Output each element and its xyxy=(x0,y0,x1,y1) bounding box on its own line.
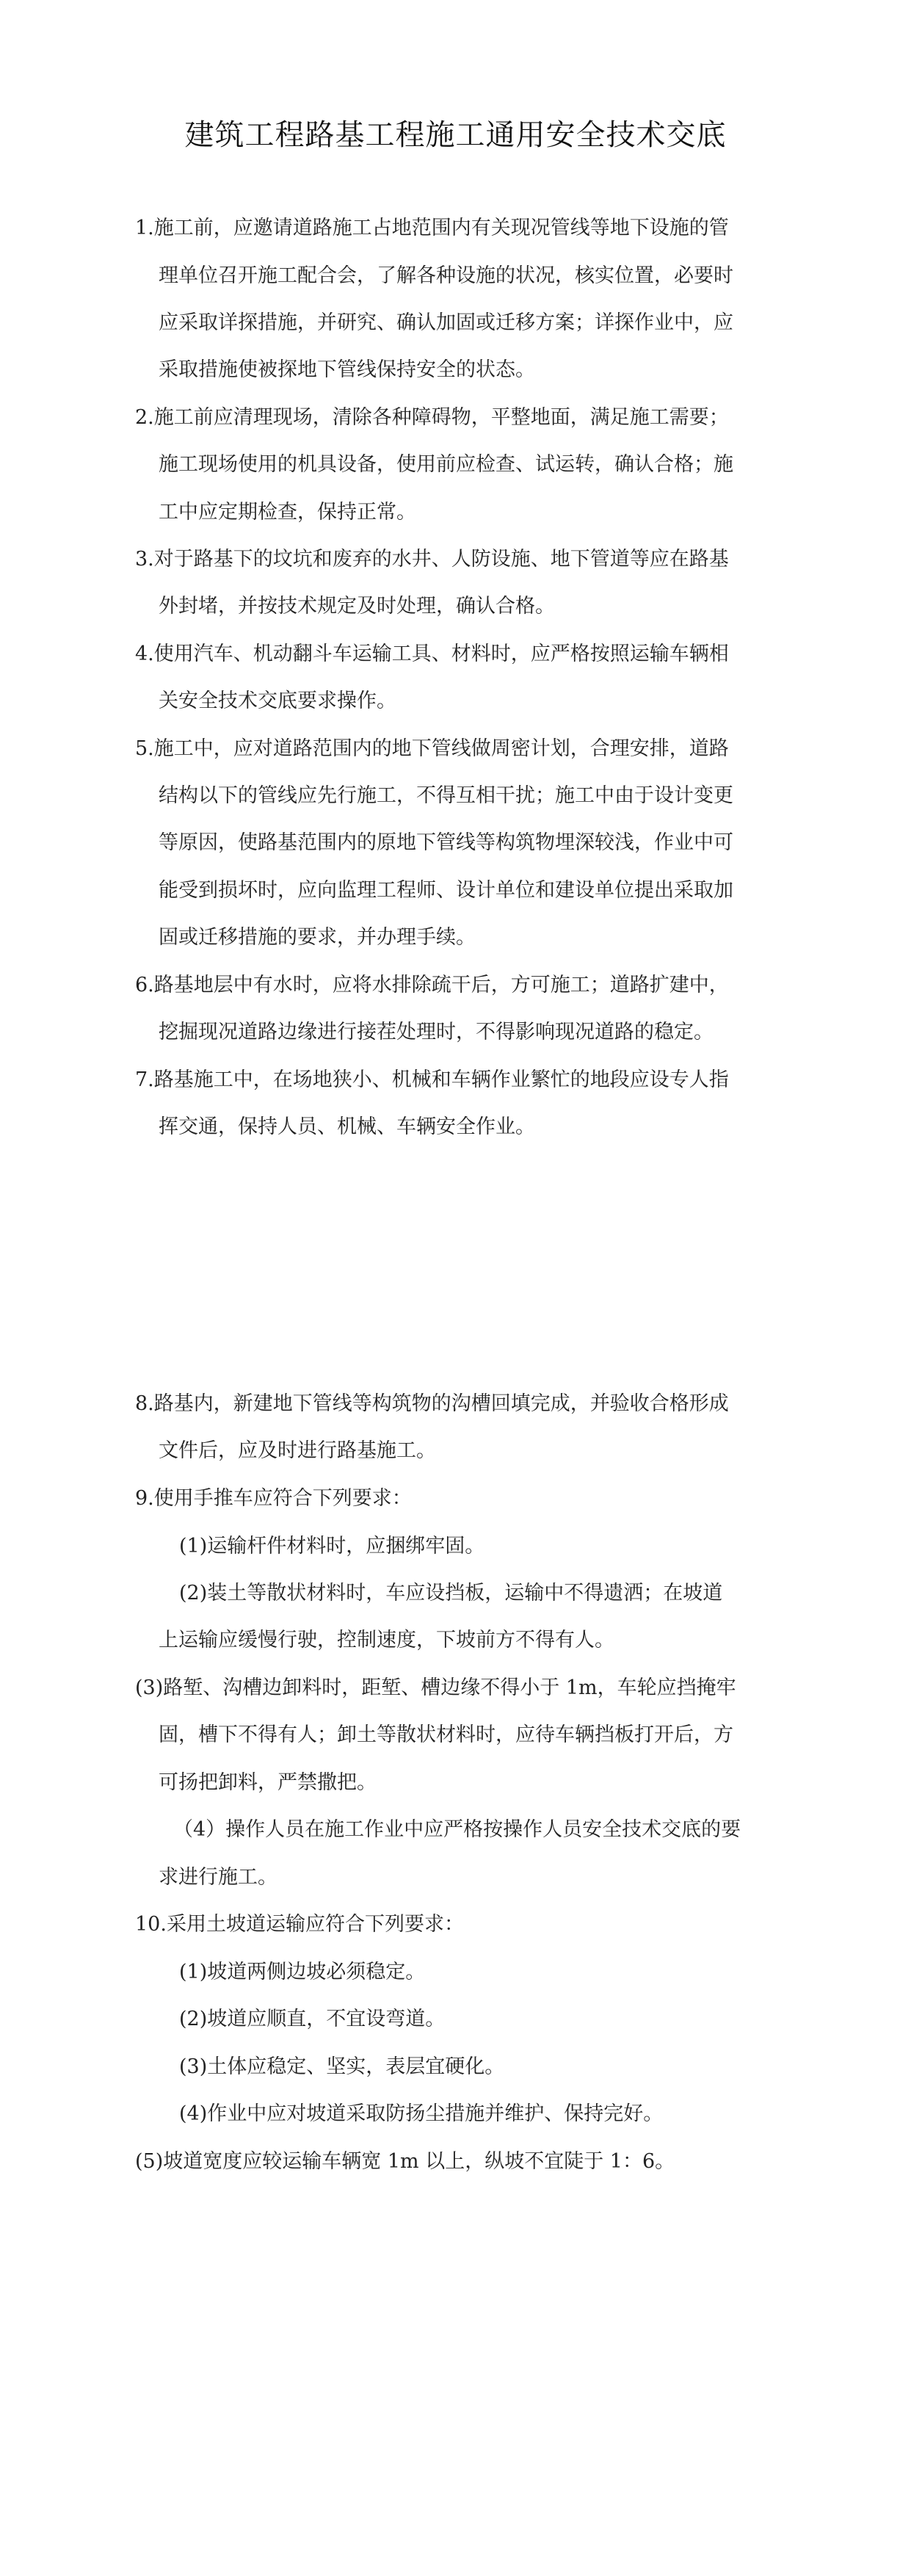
item-1-line-2: 理单位召开施工配合会，了解各种设施的状况，核实位置，必要时 xyxy=(159,264,733,287)
item-10-sub-3: (3)土体应稳定、坚实，表层宜硬化。 xyxy=(179,2055,505,2078)
item-6-line-1: 6.路基地层中有水时，应将水排除疏干后，方可施工；道路扩建中， xyxy=(135,974,729,996)
item-5-line-3: 等原因，使路基范围内的原地下管线等构筑物埋深较浅，作业中可 xyxy=(159,831,733,854)
item-10-sub-2: (2)坡道应顺直，不宜设弯道。 xyxy=(179,2008,446,2030)
item-6-line-2: 挖掘现况道路边缘进行接茬处理时，不得影响现况道路的稳定。 xyxy=(159,1021,714,1043)
item-1-line-3: 应采取详探措施，并研究、确认加固或迁移方案；详探作业中，应 xyxy=(159,311,733,334)
item-9-heading: 9.使用手推车应符合下列要求： xyxy=(135,1487,412,1510)
item-5-line-1: 5.施工中，应对道路范围内的地下管线做周密计划，合理安排，道路 xyxy=(135,737,729,760)
item-2-line-1: 2.施工前应清理现场，清除各种障碍物，平整地面，满足施工需要； xyxy=(135,406,729,429)
item-4-line-1: 4.使用汽车、机动翻斗车运输工具、材料时，应严格按照运输车辆相 xyxy=(135,643,729,665)
item-7-line-2: 挥交通，保持人员、机械、车辆安全作业。 xyxy=(159,1115,535,1138)
item-9-sub-4-line-1: （4）操作人员在施工作业中应严格按操作人员安全技术交底的要 xyxy=(173,1818,741,1841)
item-3-line-2: 外封堵，并按技术规定及时处理，确认合格。 xyxy=(159,595,555,618)
item-7-line-1: 7.路基施工中，在场地狭小、机械和车辆作业繁忙的地段应设专人指 xyxy=(135,1068,729,1091)
item-1-line-1: 1.施工前，应邀请道路施工占地范围内有关现况管线等地下设施的管 xyxy=(135,217,729,239)
item-4-line-2: 关安全技术交底要求操作。 xyxy=(159,690,396,712)
item-8-line-2: 文件后，应及时进行路基施工。 xyxy=(159,1439,436,1462)
item-8-line-1: 8.路基内，新建地下管线等构筑物的沟槽回填完成，并验收合格形成 xyxy=(135,1392,729,1415)
item-2-line-2: 施工现场使用的机具设备，使用前应检查、试运转，确认合格；施 xyxy=(159,453,733,476)
item-9-sub-3-line-2: 固，槽下不得有人；卸土等散状材料时，应待车辆挡板打开后，方 xyxy=(159,1723,733,1746)
item-10-sub-4: (4)作业中应对坡道采取防扬尘措施并维护、保持完好。 xyxy=(179,2102,664,2125)
item-9-sub-2-line-1: (2)装土等散状材料时，车应设挡板，运输中不得遗洒；在坡道 xyxy=(179,1582,723,1604)
item-10-heading: 10.采用土坡道运输应符合下列要求： xyxy=(135,1913,464,1936)
item-5-line-4: 能受到损坏时，应向监理工程师、设计单位和建设单位提出采取加 xyxy=(159,879,733,902)
item-3-line-1: 3.对于路基下的坟坑和废弃的水井、人防设施、地下管道等应在路基 xyxy=(135,548,729,571)
item-10-sub-1: (1)坡道两侧边坡必须稳定。 xyxy=(179,1961,426,1983)
item-1-line-4: 采取措施使被探地下管线保持安全的状态。 xyxy=(159,358,535,381)
item-5-line-5: 固或迁移措施的要求，并办理手续。 xyxy=(159,926,476,949)
page-title: 建筑工程路基工程施工通用安全技术交底 xyxy=(184,118,727,152)
item-9-sub-1: (1)运输杆件材料时，应捆绑牢固。 xyxy=(179,1535,485,1557)
item-9-sub-4-line-2: 求进行施工。 xyxy=(159,1866,277,1889)
item-9-sub-2-line-2: 上运输应缓慢行驶，控制速度，下坡前方不得有人。 xyxy=(159,1629,614,1651)
item-2-line-3: 工中应定期检查，保持正常。 xyxy=(159,501,416,524)
item-9-sub-3-line-1: (3)路堑、沟槽边卸料时，距堑、槽边缘不得小于 1m，车轮应挡掩牢 xyxy=(135,1676,736,1699)
item-10-sub-5: (5)坡道宽度应较运输车辆宽 1m 以上，纵坡不宜陡于 1：6。 xyxy=(135,2150,675,2173)
item-9-sub-3-line-3: 可扬把卸料，严禁撒把。 xyxy=(159,1771,377,1794)
item-5-line-2: 结构以下的管线应先行施工，不得互相干扰；施工中由于设计变更 xyxy=(159,784,733,807)
